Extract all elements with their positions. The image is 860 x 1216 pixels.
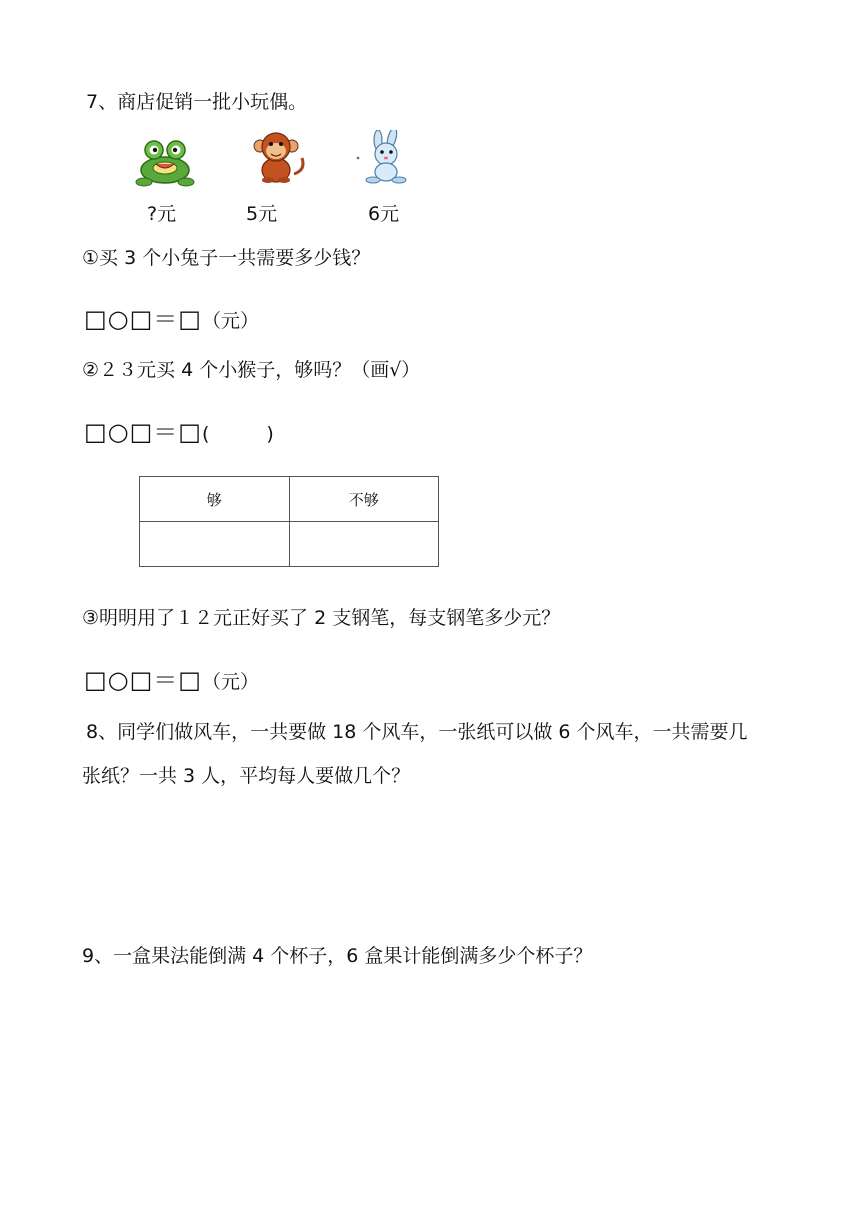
- subquestion-2: ②２３元买 4 个小猴子，够吗？（画√）: [82, 359, 421, 381]
- question-7-title: 7、商店促销一批小玩偶。: [86, 91, 308, 113]
- subquestion-3: ③明明用了１２元正好买了 2 支钢笔，每支钢笔多少元？: [82, 607, 561, 629]
- question-8-line-1: 8、同学们做风车，一共要做 18 个风车，一张纸可以做 6 个风车，一共需要几: [86, 721, 748, 743]
- question-8-line-2: 张纸？一共 3 人，平均每人要做几个？: [82, 765, 411, 787]
- check-cell-not-enough[interactable]: [289, 522, 439, 567]
- question-9: 9、一盒果法能倒满 4 个杯子，6 盒果计能倒满多少个杯子？: [82, 945, 593, 967]
- enough-check-table: [139, 476, 439, 567]
- frog-price: ?元: [147, 203, 177, 225]
- header-not-enough: 不够: [289, 477, 439, 522]
- unit-label: （元）: [201, 671, 259, 693]
- answer-blank: ( ): [201, 423, 274, 445]
- answer-equation-2: [84, 418, 274, 448]
- answer-equation-1: [84, 305, 259, 335]
- rabbit-price: 6元: [368, 203, 400, 225]
- rabbit-icon: [356, 130, 418, 184]
- monkey-icon: [246, 130, 308, 184]
- subquestion-1: ①买 3 个小兔子一共需要多少钱？: [82, 247, 371, 269]
- frog-icon: [134, 134, 196, 188]
- answer-equation-3: [84, 666, 259, 696]
- monkey-price: 5元: [246, 203, 278, 225]
- unit-label: （元）: [201, 310, 259, 332]
- equation-boxes: □○□＝□: [84, 666, 202, 694]
- equation-boxes: □○□＝□: [84, 305, 202, 333]
- equation-boxes: □○□＝□: [84, 418, 202, 446]
- check-cell-enough[interactable]: [140, 522, 290, 567]
- header-enough: 够: [140, 477, 290, 522]
